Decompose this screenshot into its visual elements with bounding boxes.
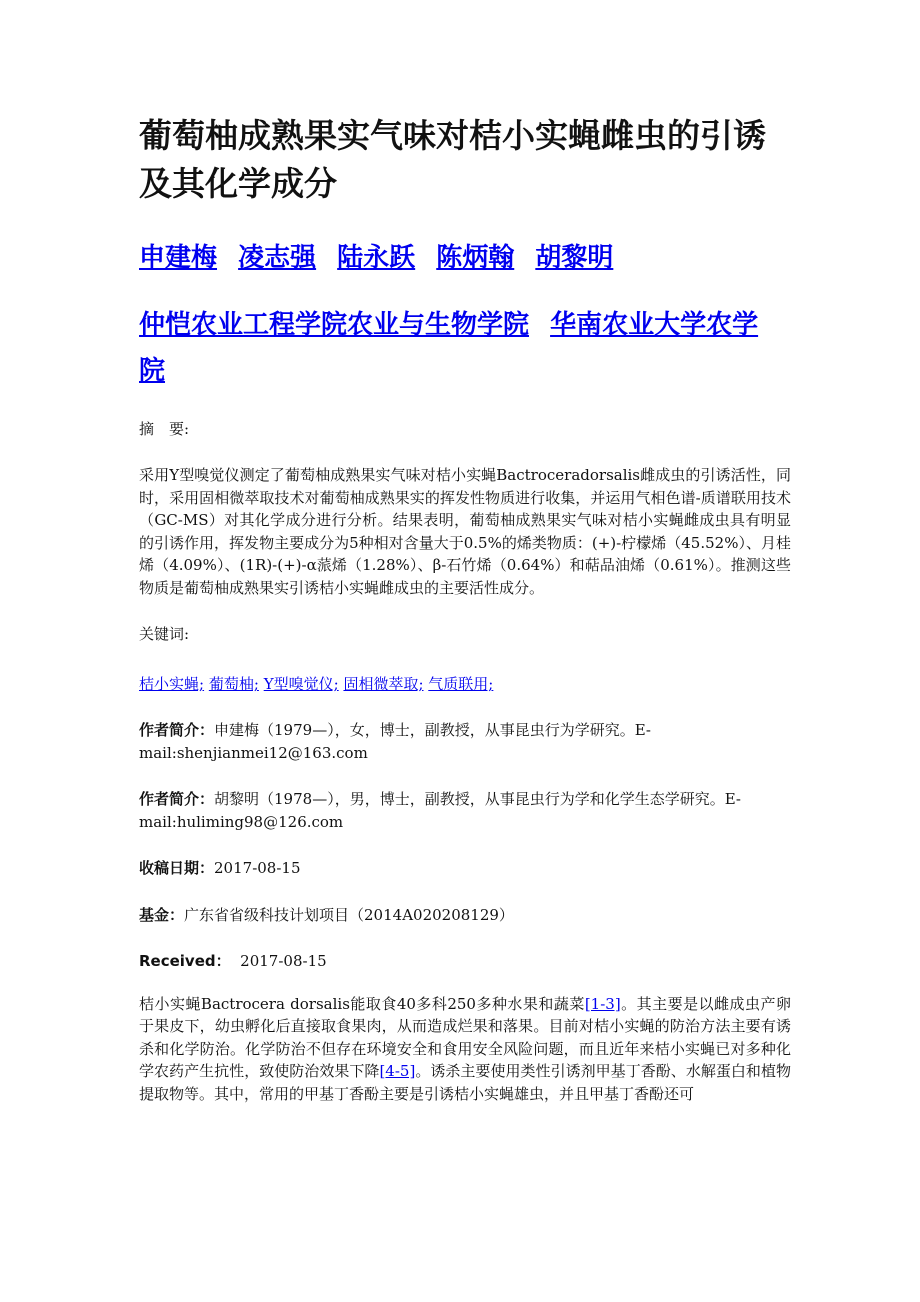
author-link[interactable]: 凌志强 bbox=[238, 243, 317, 273]
keyword-link[interactable]: Y型嗅觉仪; bbox=[263, 675, 339, 693]
received-date: 2017-08-15 bbox=[214, 859, 301, 877]
body-paragraph bbox=[139, 993, 791, 1106]
received-date-row bbox=[139, 857, 791, 880]
article-title: 葡萄柚成熟果实气味对桔小实蝇雌虫的引诱及其化学成分 bbox=[139, 116, 766, 203]
received-en-label: Received： bbox=[139, 952, 231, 970]
author-list bbox=[139, 238, 791, 278]
author-link[interactable]: 申建梅 bbox=[139, 243, 218, 273]
author-bio-label: 作者简介： bbox=[139, 721, 215, 739]
body-text-2: 。其主要是以雌成虫产卵于果皮下，幼虫孵化后直接取食果肉，从而造成烂果和落果。目前对桔小实蝇的防治方法主要有诱杀和化学防治。化学防治不但存在环境安全和食用安全风险问题，而且近年来桔小实蝇已对多种化学农药产生抗性，致使防治效果下降 bbox=[139, 994, 791, 1080]
author-bio-1 bbox=[139, 719, 791, 764]
author-link[interactable]: 陆永跃 bbox=[337, 243, 416, 273]
fund-label: 基金： bbox=[139, 905, 185, 924]
received-en-row bbox=[139, 950, 791, 973]
abstract-label: 摘 要: bbox=[139, 420, 190, 438]
body-text-1: 桔小实蝇Bactrocera dorsalis能取食40多科250多种水果和蔬菜 bbox=[139, 994, 585, 1013]
received-label: 收稿日期： bbox=[139, 859, 215, 877]
affiliation-link[interactable]: 华南农业大学农学院 bbox=[139, 310, 759, 386]
article bbox=[139, 0, 791, 1120]
author-link[interactable]: 陈炳翰 bbox=[436, 243, 515, 273]
author-bio-2 bbox=[139, 788, 791, 833]
body-text-3: 。诱杀主要使用类性引诱剂甲基丁香酚、水解蛋白和植物提取物等。其中，常用的甲基丁香酚主要是引诱桔小实蝇雄虫，并且甲基丁香酚还可 bbox=[139, 1062, 791, 1103]
keyword-link[interactable]: 固相微萃取; bbox=[343, 675, 424, 693]
keyword-link[interactable]: 气质联用; bbox=[428, 675, 494, 693]
keyword-link[interactable]: 葡萄柚; bbox=[208, 675, 259, 693]
affiliation-list bbox=[139, 302, 791, 394]
affiliation-link[interactable]: 仲恺农业工程学院农业与生物学院 bbox=[139, 310, 530, 340]
reference-link[interactable]: [4-5] bbox=[379, 1062, 416, 1080]
fund-text: 广东省省级科技计划项目（2014A020208129） bbox=[184, 905, 514, 924]
reference-link[interactable]: [1-3] bbox=[584, 994, 621, 1013]
author-link[interactable]: 胡黎明 bbox=[535, 243, 614, 273]
keyword-list bbox=[139, 673, 791, 695]
received-en-date: 2017-08-15 bbox=[240, 952, 327, 970]
keyword-link[interactable]: 桔小实蝇; bbox=[139, 675, 205, 693]
author-bio-label: 作者简介： bbox=[139, 790, 215, 808]
author-bio-text: 胡黎明（1978—），男，博士，副教授，从事昆虫行为学和化学生态学研究。E-mail:huliming98@126.com bbox=[139, 790, 741, 831]
author-bio-text: 申建梅（1979—），女，博士，副教授，从事昆虫行为学研究。E-mail:shenjianmei12@163.com bbox=[139, 721, 651, 762]
abstract-text: 采用Y型嗅觉仪测定了葡萄柚成熟果实气味对桔小实蝇Bactroceradorsalis雌成虫的引诱活性，同时，采用固相微萃取技术对葡萄柚成熟果实的挥发性物质进行收集，并运用气相色谱-质谱联用技术（GC-MS）对其化学成分进行分析。结果表明，葡萄柚成熟果实气味对桔小实蝇雌成虫具有明显的引诱作用，挥发物主要成分为5种相对含量大于0.5%的烯类物质：(+)-柠檬烯（45.52%）、月桂烯（4.09%）、(1R)-(+)-α蒎烯（1.28%）、β-石竹烯（0.64%）和萜品油烯（0.61%）。推测这些物质是葡萄柚成熟果实引诱桔小实蝇雌成虫的主要活性成分。 bbox=[139, 466, 791, 597]
keywords-label: 关键词: bbox=[139, 625, 190, 643]
fund-row bbox=[139, 904, 791, 927]
